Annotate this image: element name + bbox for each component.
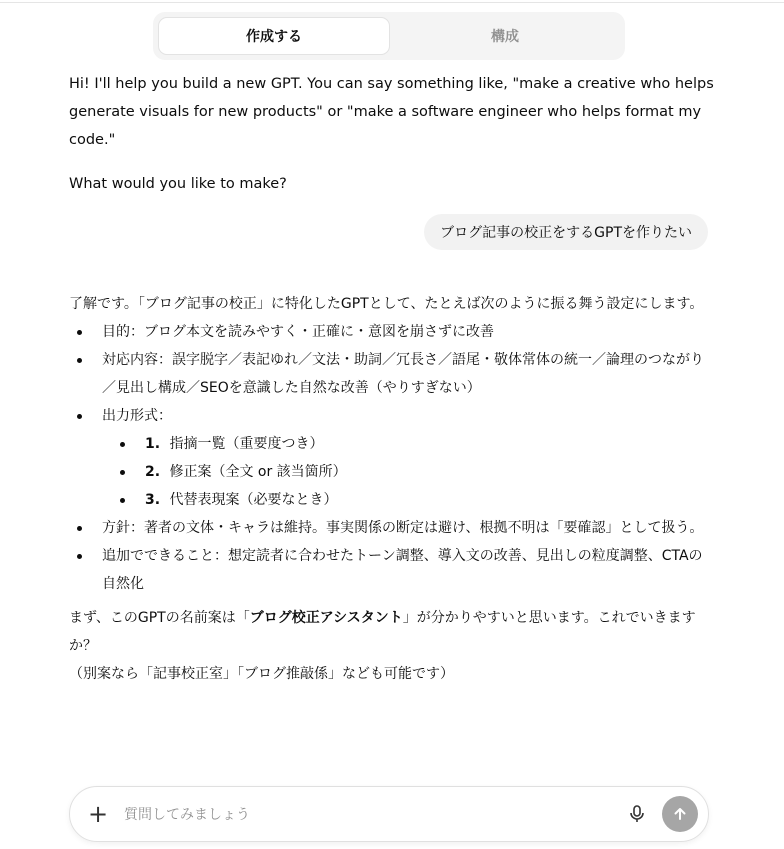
- plus-icon[interactable]: +: [88, 800, 109, 828]
- user-message: ブログ記事の校正をするGPTを作りたい: [424, 214, 708, 250]
- item-text: 指摘一覧（重要度つき）: [169, 436, 324, 452]
- list-item: 対応内容：誤字脱字／表記ゆれ／文法・助詞／冗長さ／語尾・敬体常体の統一／論理のつながり／見出し構成／SEOを意識した自然な改善（やりすぎない）: [69, 346, 714, 402]
- list-item: [112, 486, 714, 514]
- reply-alternatives: （別案なら「記事校正室」「ブログ推敲係」なども可能です）: [69, 666, 454, 682]
- suggested-name: ブログ校正アシスタント: [249, 610, 403, 626]
- item-text: 代替表現案（必要なとき）: [169, 492, 338, 508]
- microphone-icon[interactable]: [622, 805, 652, 823]
- intro-question: What would you like to make?: [69, 176, 287, 192]
- list-item: 方針：著者の文体・キャラは維持。事実関係の断定は避け、根拠不明は「要確認」として扱う。: [69, 514, 714, 542]
- arrow-up-icon: [672, 806, 688, 822]
- list-item: 追加でできること：想定読者に合わせたトーン調整、導入文の改善、見出しの粒度調整、CTAの自然化: [69, 542, 714, 598]
- send-button[interactable]: [662, 796, 698, 832]
- item-number: 1.: [145, 436, 161, 452]
- list-item: [112, 430, 714, 458]
- item-text: 修正案（全文 or 該当箇所）: [169, 464, 347, 480]
- item-number: 3.: [145, 492, 161, 508]
- output-format-list: [102, 430, 714, 514]
- reply-lead: 了解です。「ブログ記事の校正」に特化したGPTとして、たとえば次のように振る舞う設定にします。: [69, 296, 704, 312]
- list-item: [112, 458, 714, 486]
- tab-create[interactable]: 作成する: [158, 17, 390, 55]
- list-item: [69, 402, 714, 514]
- reply-list: [69, 318, 714, 598]
- mode-tabs: [153, 12, 625, 60]
- tab-configure[interactable]: 構成: [491, 29, 519, 45]
- top-divider: [0, 2, 784, 3]
- message-input[interactable]: 質問してみましょう: [124, 807, 250, 823]
- list-item: 目的：ブログ本文を読みやすく・正確に・意図を崩さずに改善: [69, 318, 714, 346]
- assistant-intro: [69, 70, 714, 198]
- reply-closing: [69, 604, 714, 660]
- closing-text: 」が分かりやすいと思います。これでいきますか？: [69, 610, 696, 654]
- list-item-label: 出力形式：: [102, 408, 172, 424]
- closing-text: まず、このGPTの名前案は「: [69, 610, 250, 626]
- intro-text: Hi! I'll help you build a new GPT. You can say something like, "make a creative who helps generate visuals for new products" or "make a software engineer who helps format my code.": [69, 76, 714, 148]
- assistant-reply: [69, 290, 714, 688]
- composer: [69, 786, 709, 842]
- item-number: 2.: [145, 464, 161, 480]
